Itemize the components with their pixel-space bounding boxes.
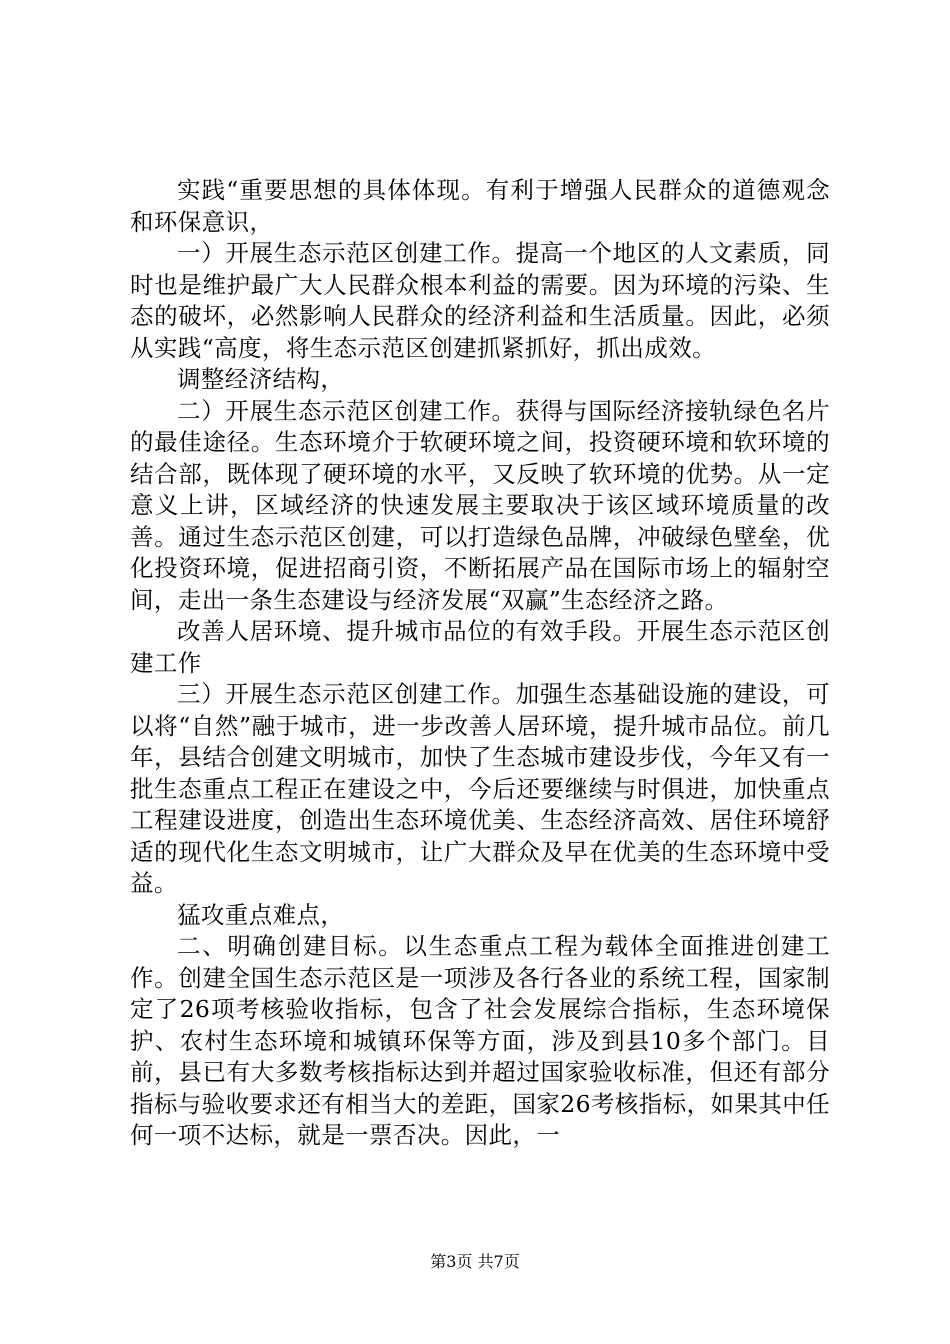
paragraph-6: 三）开展生态示范区创建工作。加强生态基础设施的建设，可以将“自然”融于城市，进一步改善人居环境，提升城市品位。前几年，县结合创建文明城市，加快了生态城市建设步伐，今年又有一批生态重点工程正在建设之中，今后还要继续与时俱进，加快重点工程建设进度，创造出生态环境优美、生态经济高效、居住环境舒适的现代化生态文明城市，让广大群众及早在优美的生态环境中受益。 [130, 680, 830, 897]
paragraph-2: 一）开展生态示范区创建工作。提高一个地区的人文素质，同时也是维护最广大人民群众根本利益的需要。因为环境的污染、生态的破坏，必然影响人民群众的经济利益和生活质量。因此，必须从实践“高度，将生态示范区创建抓紧抓好，抓出成效。 [130, 239, 830, 362]
paragraph-3: 调整经济结构， [177, 365, 345, 393]
paragraph-8: 二、明确创建目标。以生态重点工程为载体全面推进创建工作。创建全国生态示范区是一项涉及各行各业的系统工程，国家制定了26项考核验收指标，包含了社会发展综合指标，生态环境保护、农村生态环境和城镇环保等方面，涉及到县10多个部门。目前，县已有大多数考核指标达到并超过国家验收标准，但还有部分指标与验收要求还有相当大的差距，国家26考核指标，如果其中任何一项不达标，就是一票否决。因此，一 [130, 932, 830, 1149]
page-number-footer: 第3页 共7页 [430, 1252, 520, 1271]
document-body [130, 175, 830, 1152]
paragraph-4: 二）开展生态示范区创建工作。获得与国际经济接轨绿色名片的最佳途径。生态环境介于软硬环境之间，投资硬环境和软环境的结合部，既体现了硬环境的水平，又反映了软环境的优势。从一定意义上讲，区域经济的快速发展主要取决于该区域环境质量的改善。通过生态示范区创建，可以打造绿色品牌，冲破绿色壁垒，优化投资环境，促进招商引资，不断拓展产品在国际市场上的辐射空间，走出一条生态建设与经济发展“双赢”生态经济之路。 [130, 396, 830, 614]
paragraph-7: 猛攻重点难点， [177, 900, 345, 929]
paragraph-5: 改善人居环境、提升城市品位的有效手段。开展生态示范区创建工作 [130, 617, 830, 677]
paragraph-1: 实践“重要思想的具体体现。有利于增强人民群众的道德观念和环保意识， [130, 176, 830, 236]
